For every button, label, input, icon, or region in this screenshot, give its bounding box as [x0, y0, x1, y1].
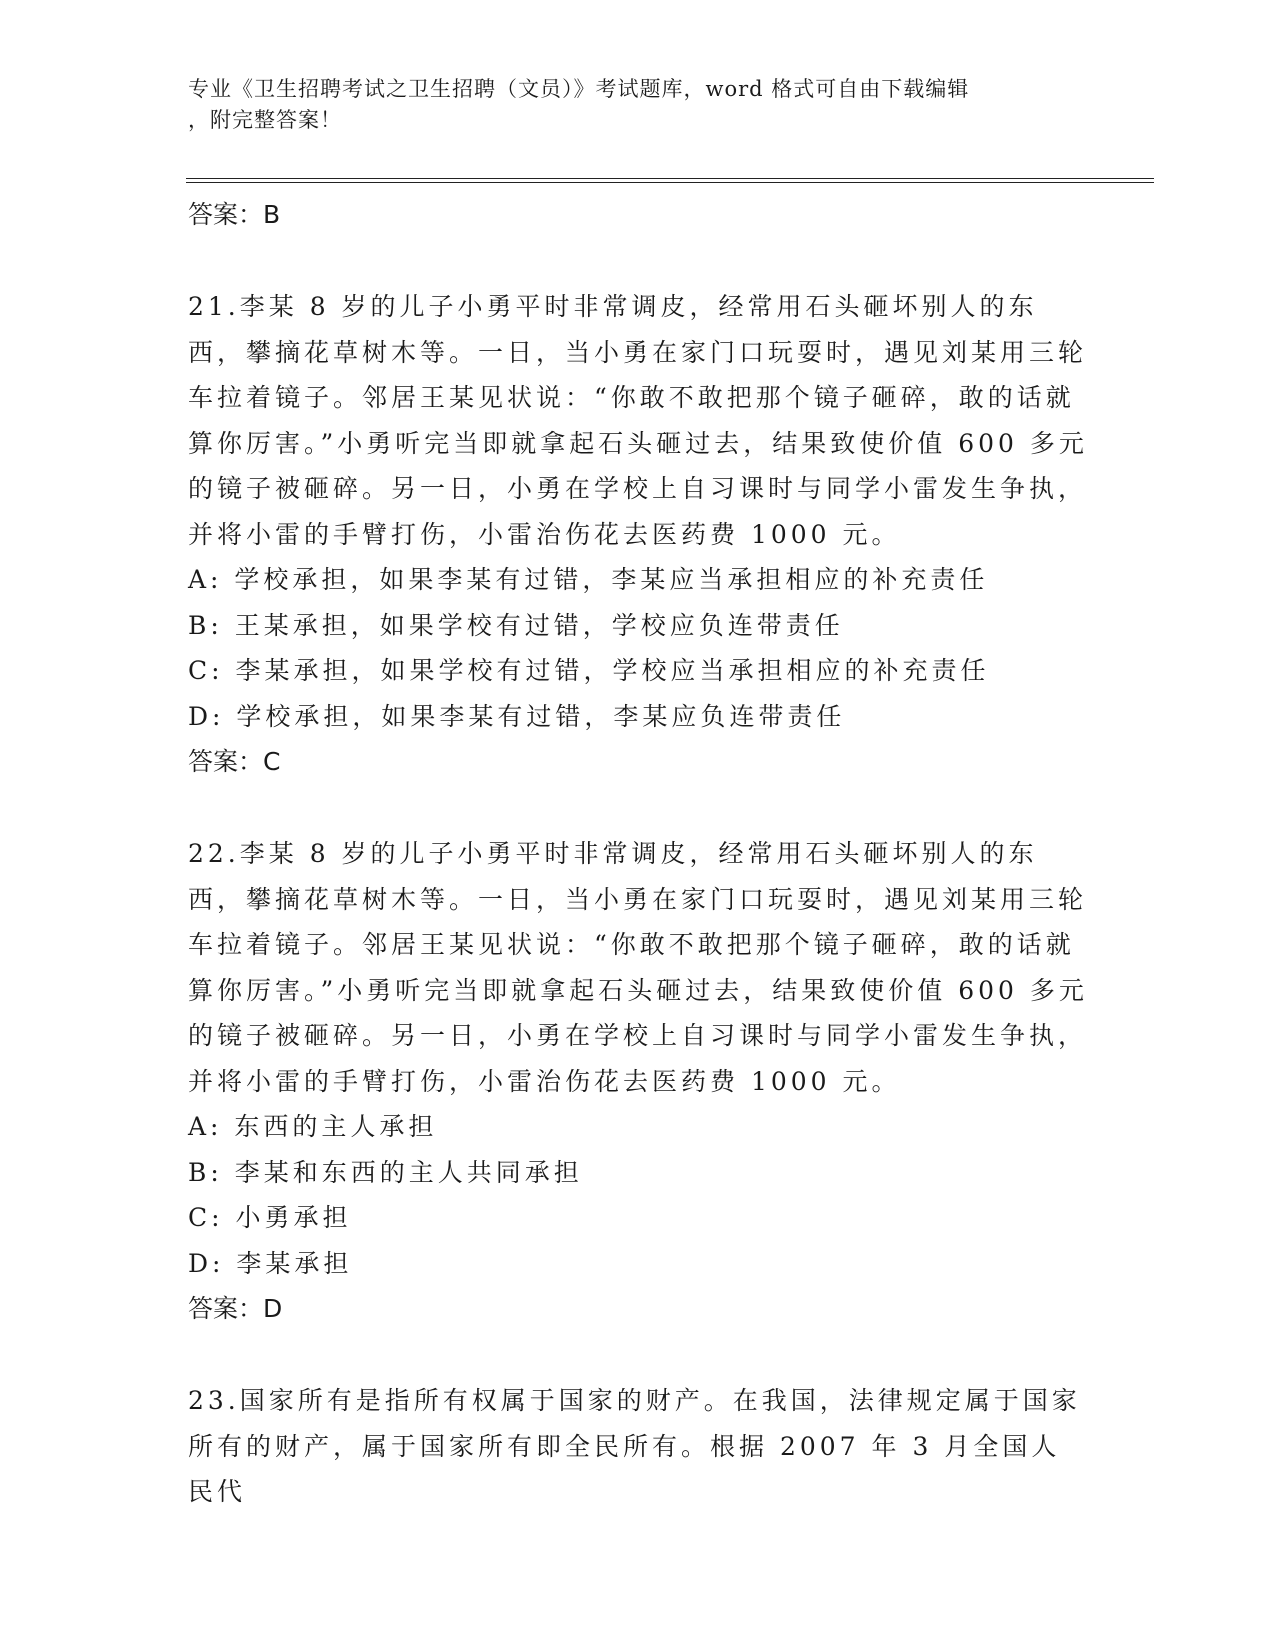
- question-content: [188, 192, 1088, 1515]
- question-stem: 22.李某 8 岁的儿子小勇平时非常调皮，经常用石头砸坏别人的东西，攀摘花草树木等。一日，当小勇在家门口玩耍时，遇见刘某用三轮车拉着镜子。邻居王某见状说：“你敢不敢把那个镜子砸碎，敢的话就算你厉害。”小勇听完当即就拿起石头砸过去，结果致使价值 600 多元的镜子被砸碎。另一日，小勇在学校上自习课时与同学小雷发生争执，并将小雷的手臂打伤，小雷治伤花去医药费 1000 元。: [188, 839, 1088, 1096]
- question-stem: 21.李某 8 岁的儿子小勇平时非常调皮，经常用石头砸坏别人的东西，攀摘花草树木等。一日，当小勇在家门口玩耍时，遇见刘某用三轮车拉着镜子。邻居王某见状说：“你敢不敢把那个镜子砸碎，敢的话就算你厉害。”小勇听完当即就拿起石头砸过去，结果致使价值 600 多元的镜子被砸碎。另一日，小勇在学校上自习课时与同学小雷发生争执，并将小雷的手臂打伤，小雷治伤花去医药费 1000 元。: [188, 292, 1088, 549]
- option-b: B: 李某和东西的主人共同承担: [188, 1157, 583, 1187]
- option-d: D: 李某承担: [188, 1248, 353, 1278]
- option-c: C: 小勇承担: [188, 1203, 352, 1232]
- question-22: [188, 831, 1088, 1332]
- header-rule-bottom: [186, 182, 1154, 183]
- option-c: C: 李某承担，如果学校有过错，学校应当承担相应的补充责任: [188, 656, 990, 685]
- option-b: B: 王某承担，如果学校有过错，学校应负连带责任: [188, 610, 844, 640]
- question-21: [188, 284, 1088, 785]
- question-stem: 23.国家所有是指所有权属于国家的财产。在我国，法律规定属于国家所有的财产，属于国家所有即全民所有。根据 2007 年 3 月全国人民代: [188, 1386, 1081, 1506]
- option-a: A: 东西的主人承担: [188, 1112, 438, 1141]
- header-rule-top: [186, 178, 1154, 179]
- document-header: [188, 74, 1078, 136]
- header-line-2: ，附完整答案！: [188, 108, 342, 132]
- answer-label-q20: 答案：B: [188, 200, 281, 229]
- question-23: [188, 1378, 1088, 1515]
- answer-label: 答案：D: [188, 1294, 283, 1323]
- option-a: A: 学校承担，如果李某有过错，李某应当承担相应的补充责任: [188, 565, 989, 594]
- option-d: D: 学校承担，如果李某有过错，李某应负连带责任: [188, 701, 846, 731]
- header-line-1: 专业《卫生招聘考试之卫生招聘（文员）》考试题库，word 格式可自由下载编辑: [188, 77, 970, 101]
- answer-label: 答案：C: [188, 747, 281, 776]
